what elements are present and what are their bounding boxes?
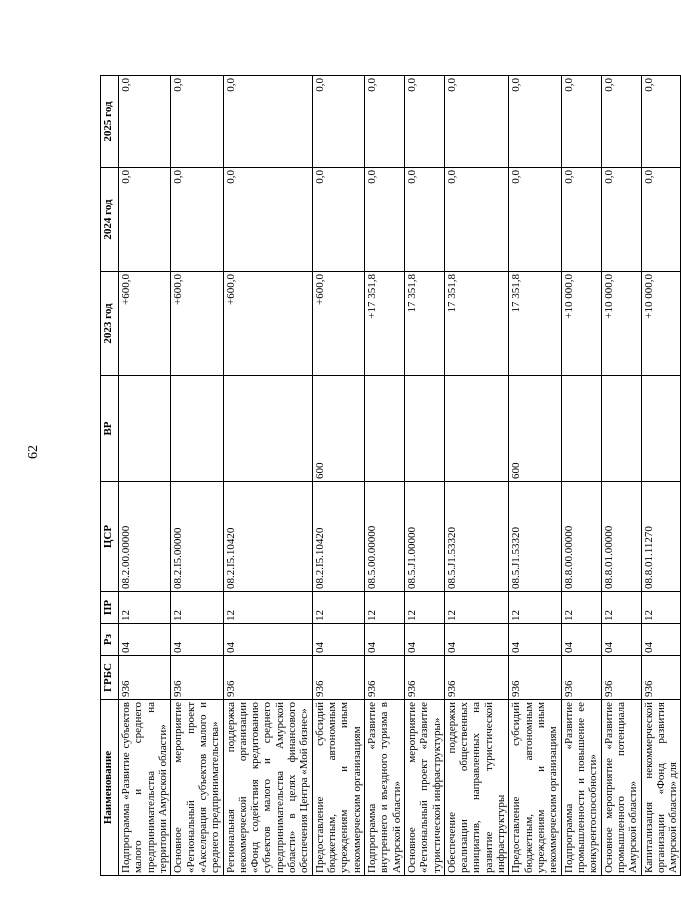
cell-pr: 12 [561,592,601,624]
cell-2023: 17 351,8 [404,272,444,376]
cell-2024: 0,0 [171,168,223,272]
cell-rz: 04 [641,624,681,656]
cell-grbs: 936 [601,656,641,700]
cell-name: Капитализация некоммерческой организации «Фонд развития Амурской области» для [641,700,681,876]
cell-rz: 04 [561,624,601,656]
cell-2023: +10 000,0 [641,272,681,376]
cell-csr: 08.8.01.00000 [601,482,641,592]
cell-rz: 04 [444,624,509,656]
cell-2025: 0,0 [223,76,312,168]
cell-2025: 0,0 [312,76,364,168]
cell-grbs: 936 [444,656,509,700]
table-row [223,76,312,876]
cell-rz: 04 [509,624,561,656]
cell-pr: 12 [364,592,404,624]
cell-vr [119,376,171,482]
cell-grbs: 936 [404,656,444,700]
cell-rz: 04 [312,624,364,656]
table-row [119,76,171,876]
cell-pr: 12 [601,592,641,624]
cell-grbs: 936 [119,656,171,700]
cell-vr [404,376,444,482]
cell-2023: +10 000,0 [561,272,601,376]
cell-2024: 0,0 [223,168,312,272]
cell-pr: 12 [312,592,364,624]
cell-2025: 0,0 [601,76,641,168]
cell-csr: 08.5.J1.00000 [404,482,444,592]
header-name: Наименование [101,700,119,876]
cell-2024: 0,0 [601,168,641,272]
cell-name: Подпрограмма «Развитие внутреннего и въездного туризма в Амурской области» [364,700,404,876]
cell-grbs: 936 [509,656,561,700]
cell-2025: 0,0 [404,76,444,168]
cell-vr [364,376,404,482]
header-pr: ПР [101,592,119,624]
cell-vr [601,376,641,482]
cell-name: Подпрограмма «Развитие промышленности и повышение ее конкурентоспособности» [561,700,601,876]
cell-grbs: 936 [364,656,404,700]
cell-2023: +600,0 [119,272,171,376]
cell-pr: 12 [404,592,444,624]
cell-grbs: 936 [171,656,223,700]
cell-2023: +600,0 [171,272,223,376]
cell-pr: 12 [641,592,681,624]
cell-2025: 0,0 [364,76,404,168]
table-body [119,76,681,876]
cell-rz: 04 [223,624,312,656]
header-csr: ЦСР [101,482,119,592]
cell-grbs: 936 [223,656,312,700]
cell-pr: 12 [509,592,561,624]
cell-name: Основное мероприятие «Развитие промышленного потенциала Амурской области» [601,700,641,876]
table-row [312,76,364,876]
header-grbs: ГРБС [101,656,119,700]
cell-2023: +600,0 [223,272,312,376]
header-2025: 2025 год [101,76,119,168]
cell-2025: 0,0 [171,76,223,168]
cell-2024: 0,0 [509,168,561,272]
cell-vr [444,376,509,482]
cell-csr: 08.5.J1.53320 [444,482,509,592]
cell-rz: 04 [404,624,444,656]
cell-csr: 08.2.I5.10420 [312,482,364,592]
cell-2024: 0,0 [364,168,404,272]
cell-vr [641,376,681,482]
cell-2024: 0,0 [444,168,509,272]
cell-pr: 12 [444,592,509,624]
cell-2023: +10 000,0 [601,272,641,376]
table-row [509,76,561,876]
cell-csr: 08.2.00.00000 [119,482,171,592]
cell-vr [223,376,312,482]
cell-pr: 12 [171,592,223,624]
cell-csr: 08.5.J1.53320 [509,482,561,592]
cell-name: Предоставление субсидий бюджетным, автономным учреждениям и иным некоммерческим организациям [509,700,561,876]
cell-name: Подпрограмма «Развитие субъектов малого и среднего предпринимательства на территории Амурской области» [119,700,171,876]
cell-csr: 08.8.00.00000 [561,482,601,592]
table-row [404,76,444,876]
table-row [364,76,404,876]
cell-grbs: 936 [561,656,601,700]
cell-2024: 0,0 [119,168,171,272]
table-row [601,76,641,876]
cell-2025: 0,0 [509,76,561,168]
cell-2024: 0,0 [404,168,444,272]
cell-vr: 600 [509,376,561,482]
header-2023: 2023 год [101,272,119,376]
header-2024: 2024 год [101,168,119,272]
cell-name: Региональная поддержка некоммерческой организации «Фонд содействия кредитованию субъектов малого и среднего предпринимательства Амурской области» в целях финансового обеспечения Центра «Мой бизнес» [223,700,312,876]
cell-csr: 08.2.I5.00000 [171,482,223,592]
page-number: 62 [26,445,41,459]
table-row [444,76,509,876]
table-row [641,76,681,876]
cell-rz: 04 [119,624,171,656]
cell-2025: 0,0 [444,76,509,168]
header-rz: Рз [101,624,119,656]
cell-csr: 08.2.I5.10420 [223,482,312,592]
table-rotation-frame [100,76,680,876]
cell-rz: 04 [601,624,641,656]
cell-2025: 0,0 [641,76,681,168]
cell-2023: 17 351,8 [509,272,561,376]
table-row [171,76,223,876]
cell-csr: 08.8.01.11270 [641,482,681,592]
cell-rz: 04 [364,624,404,656]
cell-2023: +17 351,8 [364,272,404,376]
cell-grbs: 936 [641,656,681,700]
cell-vr [561,376,601,482]
cell-2025: 0,0 [119,76,171,168]
table-row [561,76,601,876]
header-row [101,76,119,876]
cell-name: Предоставление субсидий бюджетным, автономным учреждениям и иным некоммерческим организациям [312,700,364,876]
cell-2023: 17 351,8 [444,272,509,376]
header-vr: ВР [101,376,119,482]
cell-2024: 0,0 [312,168,364,272]
cell-name: Обеспечение поддержки реализации общественных инициатив, направленных на развитие туристической инфраструктуры [444,700,509,876]
cell-2024: 0,0 [561,168,601,272]
cell-grbs: 936 [312,656,364,700]
cell-2025: 0,0 [561,76,601,168]
table-container [100,76,680,876]
cell-vr [171,376,223,482]
cell-name: Основное мероприятие «Региональный проект «Акселерация субъектов малого и среднего предпринимательства» [171,700,223,876]
cell-rz: 04 [171,624,223,656]
cell-pr: 12 [119,592,171,624]
cell-2023: +600,0 [312,272,364,376]
cell-vr: 600 [312,376,364,482]
cell-2024: 0,0 [641,168,681,272]
cell-name: Основное мероприятие «Региональный проект «Развитие туристической инфраструктуры» [404,700,444,876]
budget-table [100,75,681,876]
cell-pr: 12 [223,592,312,624]
cell-csr: 08.5.00.00000 [364,482,404,592]
